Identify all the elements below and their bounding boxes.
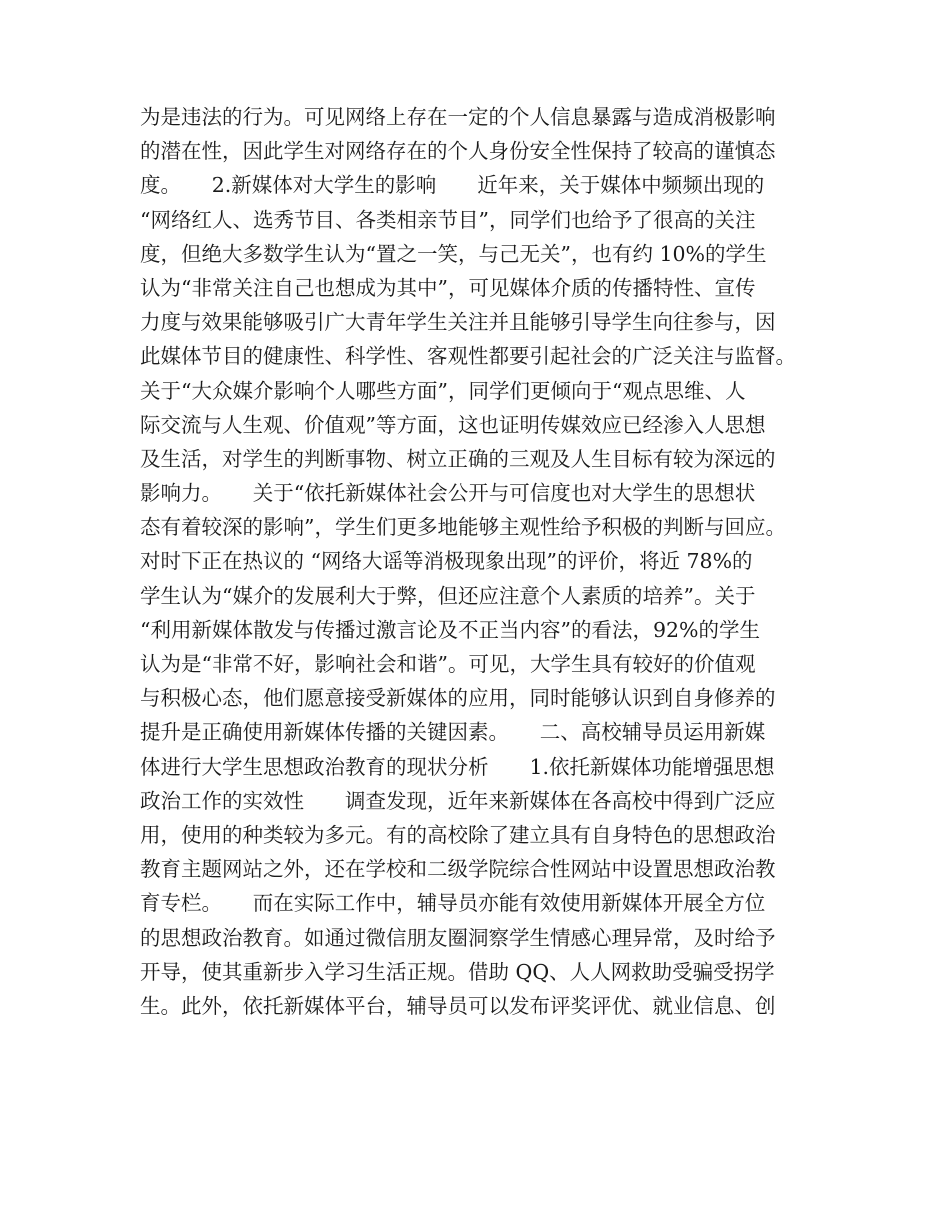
text-line: 态有着较深的影响”，学生们更多地能够主观性给予积极的判断与回应。 [140, 515, 786, 540]
text-line: 的思想政治教育。如通过微信朋友圈洞察学生情感心理异常，及时给予 [140, 925, 776, 950]
text-line: 教育主题网站之外，还在学校和二级学院综合性网站中设置思想政治教 [140, 857, 776, 882]
text-line: “利用新媒体散发与传播过激言论及不正当内容”的看法，92%的学生 [140, 617, 761, 642]
text-line: 与积极心态，他们愿意接受新媒体的应用，同时能够认识到自身修养的 [140, 686, 776, 711]
text-line: 力度与效果能够吸引广大青年学生关注并且能够引导学生向往参与，因 [140, 310, 776, 335]
text-line: 度，但绝大多数学生认为“置之一笑，与己无关”，也有约 10%的学生 [140, 241, 767, 266]
text-line: 及生活，对学生的判断事物、树立正确的三观及人生目标有较为深远的 [140, 446, 776, 471]
text-line: 关于“大众媒介影响个人哪些方面”，同学们更倾向于“观点思维、人 [140, 378, 746, 403]
text-line: 为是违法的行为。可见网络上存在一定的个人信息暴露与造成消极影响 [140, 105, 776, 129]
text-line: 体进行大学生思想政治教育的现状分析 1.依托新媒体功能增强思想 [140, 754, 775, 779]
text-line: 对时下正在热议的 “网络大谣等消极现象出现”的评价，将近 78%的 [140, 549, 753, 574]
text-line: 认为是“非常不好，影响社会和谐”。可见，大学生具有较好的价值观 [140, 652, 756, 676]
text-line: 学生认为“媒介的发展利大于弊，但还应注意个人素质的培养”。关于 [140, 583, 756, 608]
body-text [140, 100, 820, 1023]
text-line: 提升是正确使用新媒体传播的关键因素。 二、高校辅导员运用新媒 [140, 720, 766, 745]
text-line: 此媒体节目的健康性、科学性、客观性都要引起社会的广泛关注与监督。 [140, 344, 796, 369]
text-line: 影响力。 关于“依托新媒体社会公开与可信度也对大学生的思想状 [140, 481, 756, 506]
text-line: 生。此外，依托新媒体平台，辅导员可以发布评奖评优、就业信息、创 [140, 993, 776, 1018]
text-line: 政治工作的实效性 调查发现，近年来新媒体在各高校中得到广泛应 [140, 788, 776, 813]
text-line: 认为“非常关注自己也想成为其中”，可见媒体介质的传播特性、宣传 [140, 275, 756, 300]
text-line: 的潜在性，因此学生对网络存在的个人身份安全性保持了较高的谨慎态 [140, 139, 776, 164]
text-line: 际交流与人生观、价值观”等方面，这也证明传媒效应已经渗入人思想 [140, 412, 766, 437]
text-line: 度。 2.新媒体对大学生的影响 近年来，关于媒体中频频出现的 [140, 173, 765, 198]
text-line: 开导，使其重新步入学习生活正规。借助 QQ、人人网救助受骗受拐学 [140, 959, 775, 984]
text-line: “网络红人、选秀节目、各类相亲节目”，同学们也给予了很高的关注 [140, 207, 756, 232]
text-line: 用，使用的种类较为多元。有的高校除了建立具有自身特色的思想政治 [140, 822, 776, 847]
text-line: 育专栏。 而在实际工作中，辅导员亦能有效使用新媒体开展全方位 [140, 891, 766, 916]
